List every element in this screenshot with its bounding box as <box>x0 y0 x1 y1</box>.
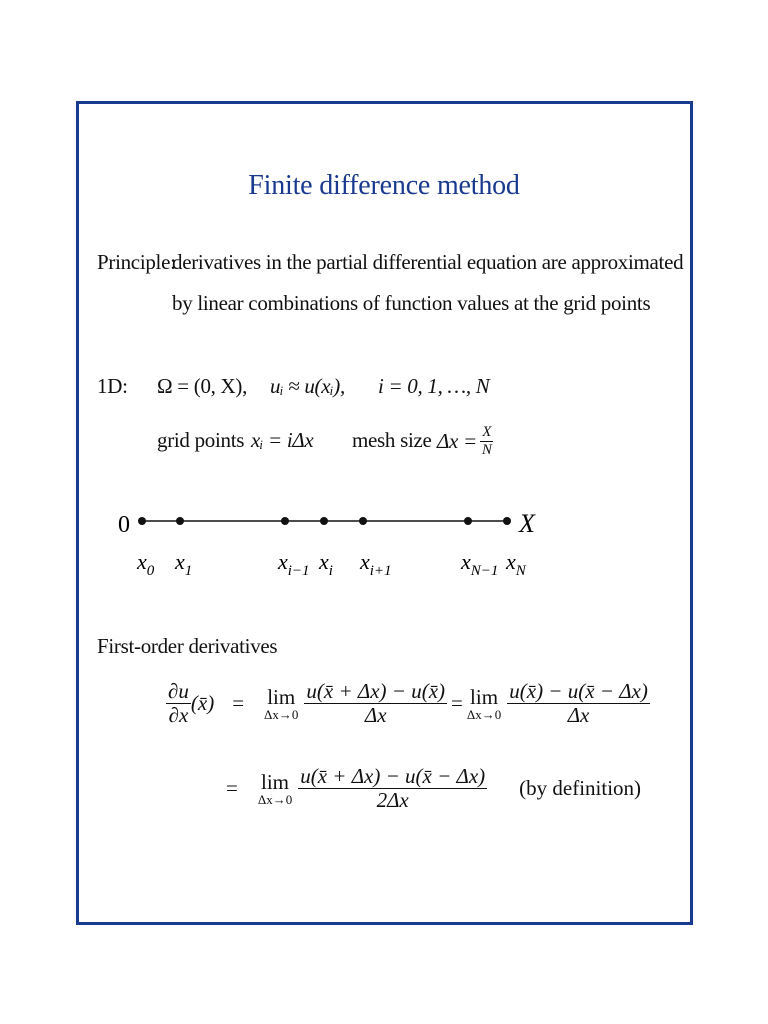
oned-domain: Ω = (0, X), <box>157 374 248 398</box>
central-difference <box>298 765 487 812</box>
derivative-equation-1 <box>166 680 650 727</box>
grid-point-label: $x_N$ <box>506 549 526 579</box>
grid-point <box>281 517 289 525</box>
grid-point <box>138 517 146 525</box>
oned-index: i = 0, 1, …, N <box>378 374 490 398</box>
lim-word-2: lim <box>470 684 499 709</box>
principle-label: Principle: <box>97 250 176 274</box>
backward-num: u(x̄) − u(x̄ − Δx) <box>509 679 648 703</box>
derivative-equation-2 <box>226 765 641 812</box>
mesh-size-lhs: Δx = <box>437 428 477 453</box>
oned-approx: uᵢ ≈ u(xᵢ), <box>270 374 345 398</box>
lhs-derivative <box>166 680 191 727</box>
lim-sub-2: Δx→0 <box>466 706 502 722</box>
grid-point-label: $x_{i-1}$ <box>278 549 310 579</box>
backward-difference <box>507 680 650 727</box>
definition-note: (by definition) <box>519 776 642 801</box>
grid-point <box>320 517 328 525</box>
lim-word-3: lim <box>261 769 290 794</box>
lhs-arg: (x̄) <box>190 691 215 716</box>
grid-point <box>176 517 184 525</box>
limit-3 <box>258 771 292 807</box>
forward-num: u(x̄ + Δx) − u(x̄) <box>306 679 446 703</box>
mesh-size-den: N <box>481 441 492 458</box>
principle-line-1: derivatives in the partial differential equation are approximated <box>172 250 684 274</box>
grid-points-label: grid points <box>157 428 245 452</box>
slide-title: Finite difference method <box>248 170 520 201</box>
grid-point-label: $x_1$ <box>175 549 193 579</box>
limit-1 <box>264 686 298 722</box>
oned-label: 1D: <box>97 374 128 398</box>
grid-point <box>359 517 367 525</box>
lhs-den: ∂x <box>168 703 189 728</box>
lim-sub-3: Δx→0 <box>257 791 293 807</box>
grid-point-label: $x_{i+1}$ <box>360 549 392 579</box>
central-den: 2Δx <box>376 788 409 813</box>
mesh-size-formula <box>437 424 494 458</box>
central-num: u(x̄ + Δx) − u(x̄ − Δx) <box>300 764 486 788</box>
principle-line-2: by linear combinations of function values at the grid points <box>172 291 651 315</box>
mesh-size-label: mesh size <box>352 428 432 452</box>
grid-diagram <box>0 495 768 590</box>
mesh-size-fraction <box>480 424 494 458</box>
lim-word-1: lim <box>267 684 296 709</box>
lim-sub-1: Δx→0 <box>264 706 299 722</box>
grid-left-label: 0 <box>118 512 130 538</box>
grid-right-label: X <box>519 509 535 538</box>
grid-point <box>503 517 511 525</box>
equals-sign-1: = <box>232 691 245 716</box>
forward-difference <box>304 680 447 727</box>
grid-point-label: $x_i$ <box>319 549 333 579</box>
lhs-num: ∂u <box>168 679 189 703</box>
grid-point <box>464 517 472 525</box>
equals-sign-3: = <box>226 776 238 801</box>
grid-point-label: $x_{N-1}$ <box>461 549 499 579</box>
equals-sign-2: = <box>451 691 463 716</box>
first-order-heading: First-order derivatives <box>97 634 278 658</box>
limit-2 <box>467 686 501 722</box>
backward-den: Δx <box>567 703 590 728</box>
grid-point-labels <box>136 549 527 579</box>
grid-point-label: $x_0$ <box>137 549 155 579</box>
mesh-size-num: X <box>482 424 492 440</box>
forward-den: Δx <box>364 703 387 728</box>
grid-points-formula: xᵢ = iΔx <box>251 428 314 452</box>
